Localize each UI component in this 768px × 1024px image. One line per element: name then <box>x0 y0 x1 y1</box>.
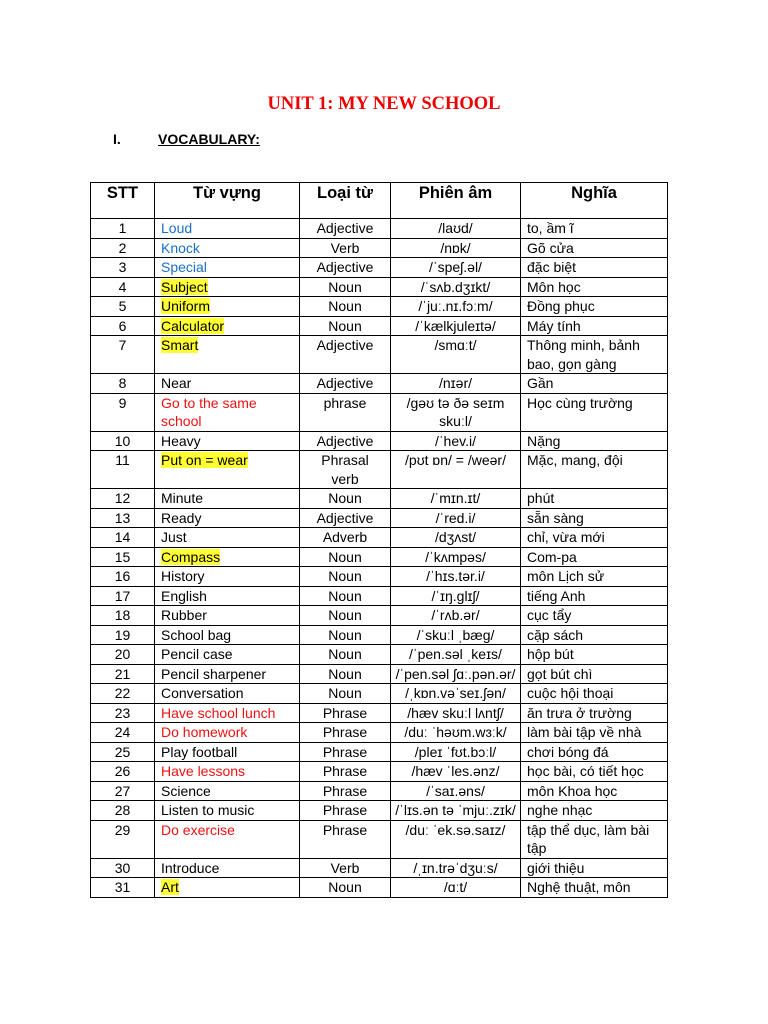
vocab-word: Play football <box>161 743 238 760</box>
row-type: Noun <box>300 625 391 645</box>
vocab-word: Have lessons <box>161 763 246 779</box>
vocab-word: Listen to music <box>161 802 255 818</box>
row-meaning: môn Lịch sử <box>521 567 668 587</box>
row-meaning: tiếng Anh <box>521 586 668 606</box>
row-ipa: /ˈskuːl ˌbæɡ/ <box>391 625 521 645</box>
row-meaning: Học cùng trường <box>521 393 668 431</box>
row-ipa: /ˈɪŋ.ɡlɪʃ/ <box>391 586 521 606</box>
row-meaning: gọt bút chì <box>521 664 668 684</box>
row-word <box>155 297 300 317</box>
row-meaning: Gần <box>521 374 668 394</box>
row-ipa: /dʒʌst/ <box>391 528 521 548</box>
vocab-word: Near <box>161 375 192 391</box>
row-ipa: /hæv ˈles.ənz/ <box>391 762 521 782</box>
table-row <box>91 489 668 509</box>
row-stt: 26 <box>91 762 155 782</box>
header-word: Từ vựng <box>155 183 300 219</box>
table-row <box>91 528 668 548</box>
vocab-word: Ready <box>161 509 202 526</box>
row-word <box>155 567 300 587</box>
row-type: Phrase <box>300 781 391 801</box>
row-word <box>155 431 300 451</box>
row-type: Phrase <box>300 703 391 723</box>
row-type: Verb <box>300 238 391 258</box>
row-stt: 16 <box>91 567 155 587</box>
vocab-word: Science <box>161 782 211 799</box>
table-row <box>91 820 668 858</box>
row-meaning: đặc biệt <box>521 258 668 278</box>
vocab-word: Calculator <box>161 317 225 334</box>
row-stt: 7 <box>91 336 155 374</box>
table-row <box>91 431 668 451</box>
row-word <box>155 606 300 626</box>
table-row <box>91 451 668 489</box>
row-type: Noun <box>300 567 391 587</box>
row-stt: 14 <box>91 528 155 548</box>
row-stt: 30 <box>91 858 155 878</box>
table-row <box>91 762 668 782</box>
row-meaning: tập thể dục, làm bài tập <box>521 820 668 858</box>
row-word <box>155 781 300 801</box>
row-type: Noun <box>300 547 391 567</box>
vocab-word: Special <box>161 259 207 275</box>
vocab-word: Minute <box>161 490 204 506</box>
row-word <box>155 336 300 374</box>
header-ipa: Phiên âm <box>391 183 521 219</box>
vocab-word: Conversation <box>161 685 244 701</box>
table-row <box>91 219 668 239</box>
row-stt: 22 <box>91 684 155 704</box>
row-word <box>155 703 300 723</box>
row-ipa: /duː ˈek.sə.saɪz/ <box>391 820 521 858</box>
row-meaning: Đồng phục <box>521 297 668 317</box>
row-ipa: /gəʊ tə ðə seɪm skuːl/ <box>391 393 521 431</box>
row-stt: 20 <box>91 645 155 665</box>
row-type: Phrase <box>300 820 391 858</box>
row-stt: 6 <box>91 316 155 336</box>
table-row <box>91 781 668 801</box>
row-stt: 17 <box>91 586 155 606</box>
vocab-word: History <box>161 568 205 584</box>
row-ipa: /nɒk/ <box>391 238 521 258</box>
row-word <box>155 645 300 665</box>
row-type: Adverb <box>300 528 391 548</box>
table-row <box>91 336 668 374</box>
row-stt: 9 <box>91 393 155 431</box>
row-ipa: /ˈkælkjuleɪtə/ <box>391 316 521 336</box>
row-ipa: /ˌɪn.trəˈdʒuːs/ <box>391 858 521 878</box>
table-body <box>91 219 668 898</box>
row-word <box>155 586 300 606</box>
row-ipa: /ˈspeʃ.əl/ <box>391 258 521 278</box>
row-type: Noun <box>300 684 391 704</box>
vocab-word: Knock <box>161 239 200 256</box>
table-row <box>91 625 668 645</box>
row-type: Noun <box>300 277 391 297</box>
section-title: VOCABULARY: <box>158 131 260 147</box>
row-ipa: /ˈhɪs.tər.i/ <box>391 567 521 587</box>
row-ipa: /ˈred.i/ <box>391 508 521 528</box>
row-stt: 31 <box>91 878 155 898</box>
header-type: Loại từ <box>300 183 391 219</box>
row-type: Noun <box>300 297 391 317</box>
row-meaning: Máy tính <box>521 316 668 336</box>
row-ipa: /pʊt ɒn/ = /weər/ <box>391 451 521 489</box>
row-stt: 1 <box>91 219 155 239</box>
vocab-word: Have school lunch <box>161 704 276 721</box>
table-row <box>91 277 668 297</box>
row-meaning: Môn học <box>521 277 668 297</box>
row-stt: 19 <box>91 625 155 645</box>
row-word <box>155 801 300 821</box>
row-stt: 10 <box>91 431 155 451</box>
row-type: Noun <box>300 878 391 898</box>
row-stt: 28 <box>91 801 155 821</box>
row-meaning: sẵn sàng <box>521 508 668 528</box>
vocab-word: Smart <box>161 337 199 353</box>
row-meaning: cuộc hội thoại <box>521 684 668 704</box>
table-row <box>91 858 668 878</box>
row-type: Noun <box>300 316 391 336</box>
row-ipa: /nɪər/ <box>391 374 521 394</box>
row-stt: 27 <box>91 781 155 801</box>
row-meaning: cặp sách <box>521 625 668 645</box>
row-word <box>155 393 300 431</box>
row-ipa: /duː ˈhəʊm.wɜːk/ <box>391 723 521 743</box>
row-stt: 24 <box>91 723 155 743</box>
row-meaning: làm bài tập về nhà <box>521 723 668 743</box>
row-word <box>155 625 300 645</box>
row-ipa: /ˈsaɪ.əns/ <box>391 781 521 801</box>
table-row <box>91 645 668 665</box>
vocab-word: School bag <box>161 626 232 643</box>
table-row <box>91 664 668 684</box>
row-ipa: /ˈmɪn.ɪt/ <box>391 489 521 509</box>
row-ipa: /ˈhev.i/ <box>391 431 521 451</box>
vocab-word: Do exercise <box>161 821 235 838</box>
row-type: Phrasal verb <box>300 451 391 489</box>
vocab-word: English <box>161 587 207 604</box>
row-type: Phrase <box>300 801 391 821</box>
row-type: Noun <box>300 586 391 606</box>
vocab-word: Pencil sharpener <box>161 665 267 682</box>
row-meaning: Thông minh, bảnh bao, gọn gàng <box>521 336 668 374</box>
table-row <box>91 508 668 528</box>
row-stt: 29 <box>91 820 155 858</box>
table-row <box>91 547 668 567</box>
row-type: Adjective <box>300 508 391 528</box>
row-word <box>155 723 300 743</box>
row-meaning: chỉ, vừa mới <box>521 528 668 548</box>
vocab-word: Just <box>161 529 187 545</box>
row-ipa: /ˈsʌb.dʒɪkt/ <box>391 277 521 297</box>
row-type: Adjective <box>300 258 391 278</box>
row-stt: 15 <box>91 547 155 567</box>
row-type: Adjective <box>300 336 391 374</box>
row-meaning: Nghệ thuật, môn <box>521 878 668 898</box>
table-header-row <box>91 183 668 219</box>
row-stt: 3 <box>91 258 155 278</box>
row-meaning: hộp bút <box>521 645 668 665</box>
table-row <box>91 297 668 317</box>
row-word <box>155 374 300 394</box>
vocab-word: Loud <box>161 220 193 236</box>
row-meaning: Mặc, mang, đội <box>521 451 668 489</box>
table-row <box>91 586 668 606</box>
row-ipa: /ˈpen.səl ʃɑː.pən.ər/ <box>391 664 521 684</box>
row-meaning: Gõ cửa <box>521 238 668 258</box>
table-row <box>91 723 668 743</box>
row-meaning: ăn trưa ở trường <box>521 703 668 723</box>
row-type: Phrase <box>300 742 391 762</box>
row-type: Phrase <box>300 723 391 743</box>
row-stt: 12 <box>91 489 155 509</box>
row-word <box>155 858 300 878</box>
row-type: Verb <box>300 858 391 878</box>
vocab-word: Pencil case <box>161 646 233 662</box>
row-word <box>155 258 300 278</box>
section-number: I. <box>113 131 121 147</box>
row-ipa: /pleɪ ˈfʊt.bɔːl/ <box>391 742 521 762</box>
row-word <box>155 508 300 528</box>
row-type: Noun <box>300 645 391 665</box>
row-ipa: /ˈjuː.nɪ.fɔːm/ <box>391 297 521 317</box>
row-stt: 13 <box>91 508 155 528</box>
row-meaning: Nặng <box>521 431 668 451</box>
vocab-word: Compass <box>161 548 221 565</box>
row-word <box>155 878 300 898</box>
row-stt: 21 <box>91 664 155 684</box>
row-meaning: to, ầm ĩ <box>521 219 668 239</box>
row-word <box>155 238 300 258</box>
vocabulary-table <box>90 182 668 898</box>
table-row <box>91 567 668 587</box>
row-ipa: /ˌkɒn.vəˈseɪ.ʃən/ <box>391 684 521 704</box>
row-stt: 5 <box>91 297 155 317</box>
vocab-word: Do homework <box>161 724 248 740</box>
table-row <box>91 606 668 626</box>
row-ipa: /ɑːt/ <box>391 878 521 898</box>
row-meaning: học bài, có tiết học <box>521 762 668 782</box>
row-meaning: môn Khoa học <box>521 781 668 801</box>
vocab-word: Put on = wear <box>161 452 248 468</box>
row-meaning: chơi bóng đá <box>521 742 668 762</box>
row-word <box>155 219 300 239</box>
table-row <box>91 238 668 258</box>
row-ipa: /ˈkʌmpəs/ <box>391 547 521 567</box>
row-stt: 11 <box>91 451 155 489</box>
row-ipa: /hæv skuːl lʌntʃ/ <box>391 703 521 723</box>
row-stt: 2 <box>91 238 155 258</box>
row-stt: 4 <box>91 277 155 297</box>
row-word <box>155 528 300 548</box>
header-meaning: Nghĩa <box>521 183 668 219</box>
row-type: Adjective <box>300 431 391 451</box>
vocab-word: Rubber <box>161 607 207 623</box>
row-ipa: /ˈlɪs.ən tə ˈmjuː.zɪk/ <box>391 801 521 821</box>
row-type: Phrase <box>300 762 391 782</box>
row-word <box>155 664 300 684</box>
row-word <box>155 451 300 489</box>
vocab-word: Uniform <box>161 298 211 314</box>
row-ipa: /ˈpen.səl ˌkeɪs/ <box>391 645 521 665</box>
row-word <box>155 547 300 567</box>
table-row <box>91 316 668 336</box>
row-meaning: phút <box>521 489 668 509</box>
row-type: Adjective <box>300 374 391 394</box>
row-meaning: nghe nhạc <box>521 801 668 821</box>
table-row <box>91 878 668 898</box>
row-stt: 23 <box>91 703 155 723</box>
row-word <box>155 489 300 509</box>
row-word <box>155 684 300 704</box>
table-row <box>91 393 668 431</box>
row-meaning: cục tẩy <box>521 606 668 626</box>
row-word <box>155 277 300 297</box>
table-row <box>91 684 668 704</box>
table-row <box>91 801 668 821</box>
row-word <box>155 742 300 762</box>
table-row <box>91 742 668 762</box>
row-meaning: Com-pa <box>521 547 668 567</box>
table-row <box>91 374 668 394</box>
row-type: Noun <box>300 606 391 626</box>
row-word <box>155 820 300 858</box>
row-word <box>155 316 300 336</box>
table-row <box>91 258 668 278</box>
row-ipa: /smɑːt/ <box>391 336 521 374</box>
row-type: Noun <box>300 489 391 509</box>
vocab-word: Art <box>161 879 179 895</box>
row-word <box>155 762 300 782</box>
row-type: Noun <box>300 664 391 684</box>
row-stt: 18 <box>91 606 155 626</box>
vocab-word: Introduce <box>161 859 220 876</box>
header-stt: STT <box>91 183 155 219</box>
row-stt: 25 <box>91 742 155 762</box>
vocab-word: Go to the same school <box>161 394 257 429</box>
row-meaning: giới thiệu <box>521 858 668 878</box>
vocab-word: Heavy <box>161 432 201 449</box>
vocab-word: Subject <box>161 278 208 295</box>
row-type: phrase <box>300 393 391 431</box>
table-row <box>91 703 668 723</box>
row-stt: 8 <box>91 374 155 394</box>
page-title: UNIT 1: MY NEW SCHOOL <box>267 94 501 114</box>
row-ipa: /laʊd/ <box>391 219 521 239</box>
row-type: Adjective <box>300 219 391 239</box>
row-ipa: /ˈrʌb.ər/ <box>391 606 521 626</box>
